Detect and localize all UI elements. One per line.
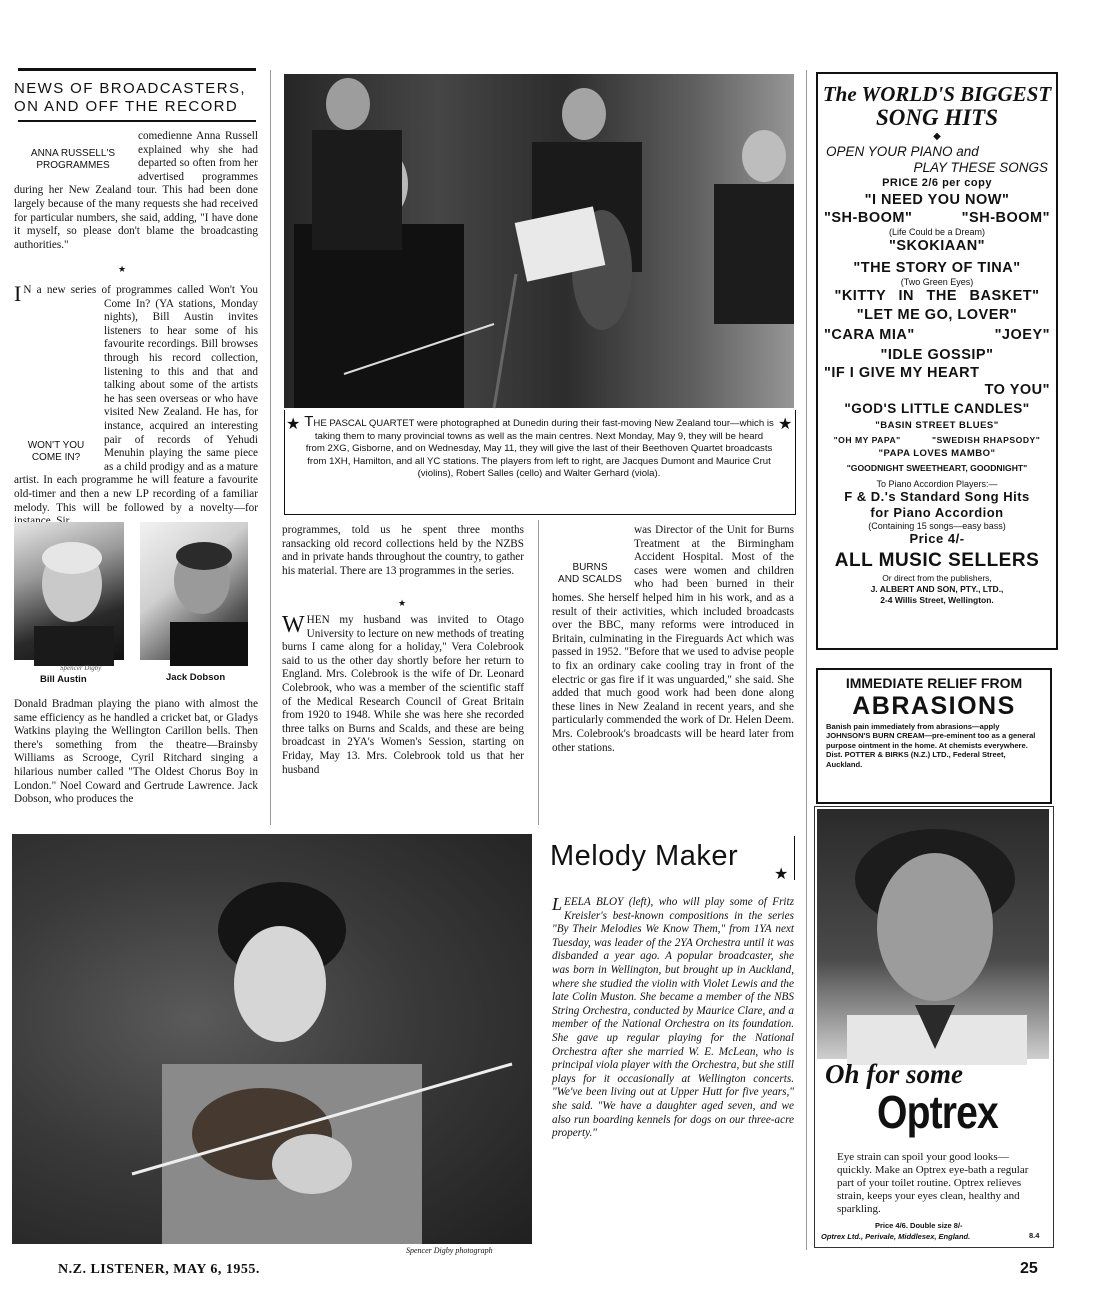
song-title-row: "OH MY PAPA" "SWEDISH RHAPSODY" (833, 435, 1041, 445)
page-number: 25 (1020, 1260, 1038, 1277)
anna-russell-text: comedienne Anna Russell explained why she had departed so often from her advertised programmes during her New Zealand tour. This had been done largely because of the many requests she had received for particular numbers, she said, adding, "I have done it myself, so please don't blame the broadcasting authorities." (14, 130, 258, 251)
optrex-maker: Optrex Ltd., Perivale, Middlesex, England. (821, 1232, 971, 1241)
publisher-line: J. ALBERT AND SON, PTY., LTD., (870, 584, 1004, 594)
song-ad-price: PRICE 2/6 per copy (882, 177, 992, 189)
all-music-sellers: ALL MUSIC SELLERS (834, 550, 1040, 571)
drop-cap: W (282, 612, 305, 638)
abrasions-ad (816, 668, 1052, 804)
leela-bloy-photo (12, 834, 532, 1244)
photo-credit: Spencer Digby photograph (406, 1246, 493, 1255)
song-title: "THE STORY OF TINA" (853, 260, 1021, 276)
quartet-caption (304, 413, 774, 481)
star-icon: ★ (398, 598, 407, 608)
publisher-line: Or direct from the publishers, (882, 573, 992, 583)
column-heading-line-2: ON AND OFF THE RECORD (14, 98, 239, 115)
optrex-brand: Optrex (877, 1086, 998, 1138)
photo-credit: Spencer Digby (60, 664, 102, 672)
star-icon: ★ (778, 416, 793, 433)
sidehead-burns-and-scalds: BURNS AND SCALDS (558, 562, 622, 585)
song-title: TO YOU" (984, 382, 1050, 398)
song-ad-open-line-2: PLAY THESE SONGS (913, 160, 1048, 175)
caption-jack-dobson: Jack Dobson (166, 672, 226, 683)
song-title: "IDLE GOSSIP" (880, 347, 994, 363)
star-icon: ★ (774, 866, 789, 883)
column-divider (270, 70, 271, 825)
song-title: "BASIN STREET BLUES" (875, 420, 999, 431)
heading-bottom-rule (18, 120, 256, 122)
wont-you-come-in-article (14, 281, 258, 518)
abrasions-title: ABRASIONS (852, 692, 1016, 720)
accordion-title: F & D.'s Standard Song Hits (844, 489, 1030, 504)
accordion-heading: To Piano Accordion Players:— (876, 479, 998, 489)
drop-cap: T (304, 413, 314, 430)
column-heading-line-1: NEWS OF BROADCASTERS, (14, 80, 246, 97)
portrait-silhouette (14, 522, 124, 660)
song-subtitle: (Life Could be a Dream) (888, 227, 986, 237)
drop-cap: I (14, 281, 22, 306)
song-ad-title-2: SONG HITS (875, 105, 999, 130)
abrasions-heading: IMMEDIATE RELIEF FROM (845, 675, 1023, 691)
song-title: "PAPA LOVES MAMBO" (878, 448, 996, 459)
colebrook-text: HEN my husband was invited to Otago University to lecture on new methods of treating burns I came along for a holiday," Vera Colebrook said to us the other day shortly before her return to England. Mrs. Colebrook is the wife of Dr. Leonard Colebrook, who was a member of the scientific staff of the Medical Research Council of Great Britain from 1920 to 1948. While she was here she recorded three talks on Burns and Scalds, and these are being broadcast in 2YA's Women's Session, starting on Friday, May 13. Mrs. Colebrook told us that her husband (282, 614, 524, 776)
melody-maker-title: Melody Maker (550, 840, 739, 872)
song-hits-ad (816, 72, 1058, 650)
column-divider (538, 520, 539, 825)
song-title: "GOODNIGHT SWEETHEART, GOODNIGHT" (846, 463, 1028, 473)
melody-maker-article (552, 896, 794, 1258)
wont-you-come-in-text: N a new series of programmes called Won't You Come In? (YA stations, Monday nights), Bill Austin invites listeners to hear some of his favourite recordings. Bill browses through his record collection, listening to this and that and talking about some of the artists he has seen overseas or who have visited New Zealand. He has, for instance, acquired an interesting pair of records of Yehudi Menuhin playing the same piece as a child prodigy and as a mature artist. In each programme he will feature a favourite old-timer and then a new LP recording of a familiar melody. This will be followed by a novelty—for (14, 284, 258, 514)
sidehead-wont-you-come-in: WON'T YOU COME IN? (27, 440, 85, 463)
melody-maker-text: EELA BLOY (left), who will play some of Fritz Kreisler's best-known compositions in the series "By Their Melodies We Know Them," from 1YA next Tuesday, was leader of the 2YA Orchestra until it was disbanded a year ago. A popular broadcaster, she was born in Wellington, but brought up in Auckland, where she studied the violin with Violet Lewis and the late Colin Muston. She became a member of the NBS String Orchestra, conducted by Maurice Clare, and a member of the National Orchestra on its foundation. She gave up regular playing for the National Orchestra after she married W. E. McLean, who is principal viola player with the Orchestra, but she still plays for it occasionally at Wellington concerts. "We've been living out at Upper Hutt for five years," she said. "We have a daughter aged seven, and we also run boarding kennels for dogs on our three-acre property." (552, 896, 794, 1140)
star-icon: ★ (286, 416, 301, 433)
accordion-subtitle: (Containing 15 songs—easy bass) (868, 521, 1006, 531)
song-title: "IF I GIVE MY HEART (824, 365, 980, 381)
song-title: "KITTY IN THE BASKET" (834, 288, 1040, 304)
optrex-code: 8.4 (1029, 1231, 1040, 1240)
pascal-quartet-photo (284, 74, 794, 408)
song-ad-title: The WORLD'S BIGGEST (822, 82, 1052, 106)
song-title: "LET ME GO, LOVER" (856, 307, 1018, 323)
violinist-figure (12, 834, 532, 1244)
optrex-body: Eye strain can spoil your good looks—quickly. Make an Optrex eye-bath a regular part of your toilet routine. Optrex relieves strain, keeps your eyes clean, healthy and sparkling. (837, 1151, 1029, 1215)
anna-russell-article (14, 130, 258, 272)
drop-cap: L (552, 894, 563, 914)
column-heading (14, 80, 258, 116)
column-divider (806, 70, 807, 1250)
woman-silhouette (817, 809, 1049, 1059)
burns-article (552, 524, 794, 824)
song-title-row: "SH-BOOM" "SH-BOOM" (824, 210, 1050, 226)
quartet-caption-text: HE PASCAL QUARTET were photographed at Dunedin during their fast-moving New Zealand tour—which is taking them to many provincial towns as well as the main centres. Next Monday, May 9, they will be heard from 2XG, Gisborne, and on Wednesday, May 11, they will give the last of their Beethoven Quartet broadcasts from 1XH, Hamilton, and all YC stations. The players from left to right, are Jacques Dumont and Maurice Crut (violins), Robert Salles (cello) and Walter Gerhard (viola). (305, 418, 774, 480)
diamond-icon: ◆ (933, 131, 941, 142)
accordion-title-2: for Piano Accordion (870, 505, 1004, 520)
optrex-price: Price 4/6. Double size 8/- (875, 1221, 963, 1230)
optrex-woman-photo (817, 809, 1049, 1059)
bill-austin-photo (14, 522, 124, 660)
song-title-row: "CARA MIA" "JOEY" (824, 327, 1050, 343)
col2-intro-text: programmes, told us he spent three months ransacking old record collections held by the NZBS and in private hands throughout the country, to gather his material. There are 13 programmes in the series. (282, 524, 524, 577)
col1-continued-text: Donald Bradman playing the piano with almost the same efficiency as he handled a cricket bat, or Gladys Watkins playing the Wellington Carillon bells. Then there's something from the theatre—Brainsby Williams as Scrooge, Cyril Ritchard singing a hilarious number called "The Oldest Chorus Boy in London." Noel Coward and Gertrude Lawrence. Jack Dobson, who produces the (14, 698, 258, 806)
portrait-silhouette (140, 522, 248, 660)
quartet-figures (284, 74, 794, 408)
optrex-script: Oh for some (825, 1059, 964, 1089)
burns-text: was Director of the Unit for Burns Treatment at the Birmingham Accident Hospital. Most of the cases were women and children who had been burned in their homes. She herself helped him in his work, and as a result of their activities, which included broadcasts over the BBC, many reforms were introduced in Britain, culminating in the Fireguards Act which was passed in 1952. "Before that we used to advise people to fix an ordinary cake cooling tray in front of the electric or gas fire if it was unguarded," she said. She added that much good work had been done along these lines in New Zealand in recent years, and she particularly commended the work of Dr. Helen Deem. Mrs. Colebrook's broadcasts will be heard later from other stations. (552, 524, 795, 754)
accordion-price: Price 4/- (909, 531, 965, 546)
footer-issue: N.Z. LISTENER, MAY 6, 1955. (58, 1262, 260, 1277)
song-title: "GOD'S LITTLE CANDLES" (844, 401, 1030, 416)
song-ad-open-line: OPEN YOUR PIANO and (826, 144, 979, 159)
song-subtitle: (Two Green Eyes) (900, 277, 974, 287)
jack-dobson-photo (140, 522, 248, 660)
song-title: "I NEED YOU NOW" (864, 192, 1010, 208)
star-icon: ★ (118, 264, 127, 274)
abrasions-body: Banish pain immediately from abrasions—apply JOHNSON'S BURN CREAM—pre-eminent too as a general purpose ointment in the home. At chemists everywhere. Dist. POTTER & BIRKS (N.Z.) LTD., Federal Street, Auckland. (826, 722, 1036, 769)
colebrook-article (282, 614, 524, 826)
sidehead-anna-russell: ANNA RUSSELL'S PROGRAMMES (30, 148, 116, 171)
publisher-line: 2-4 Willis Street, Wellington. (880, 595, 994, 605)
heading-top-rule (18, 68, 256, 71)
song-title: "SKOKIAAN" (888, 238, 986, 254)
optrex-ad (814, 806, 1054, 1248)
caption-bill-austin: Bill Austin (40, 674, 87, 685)
